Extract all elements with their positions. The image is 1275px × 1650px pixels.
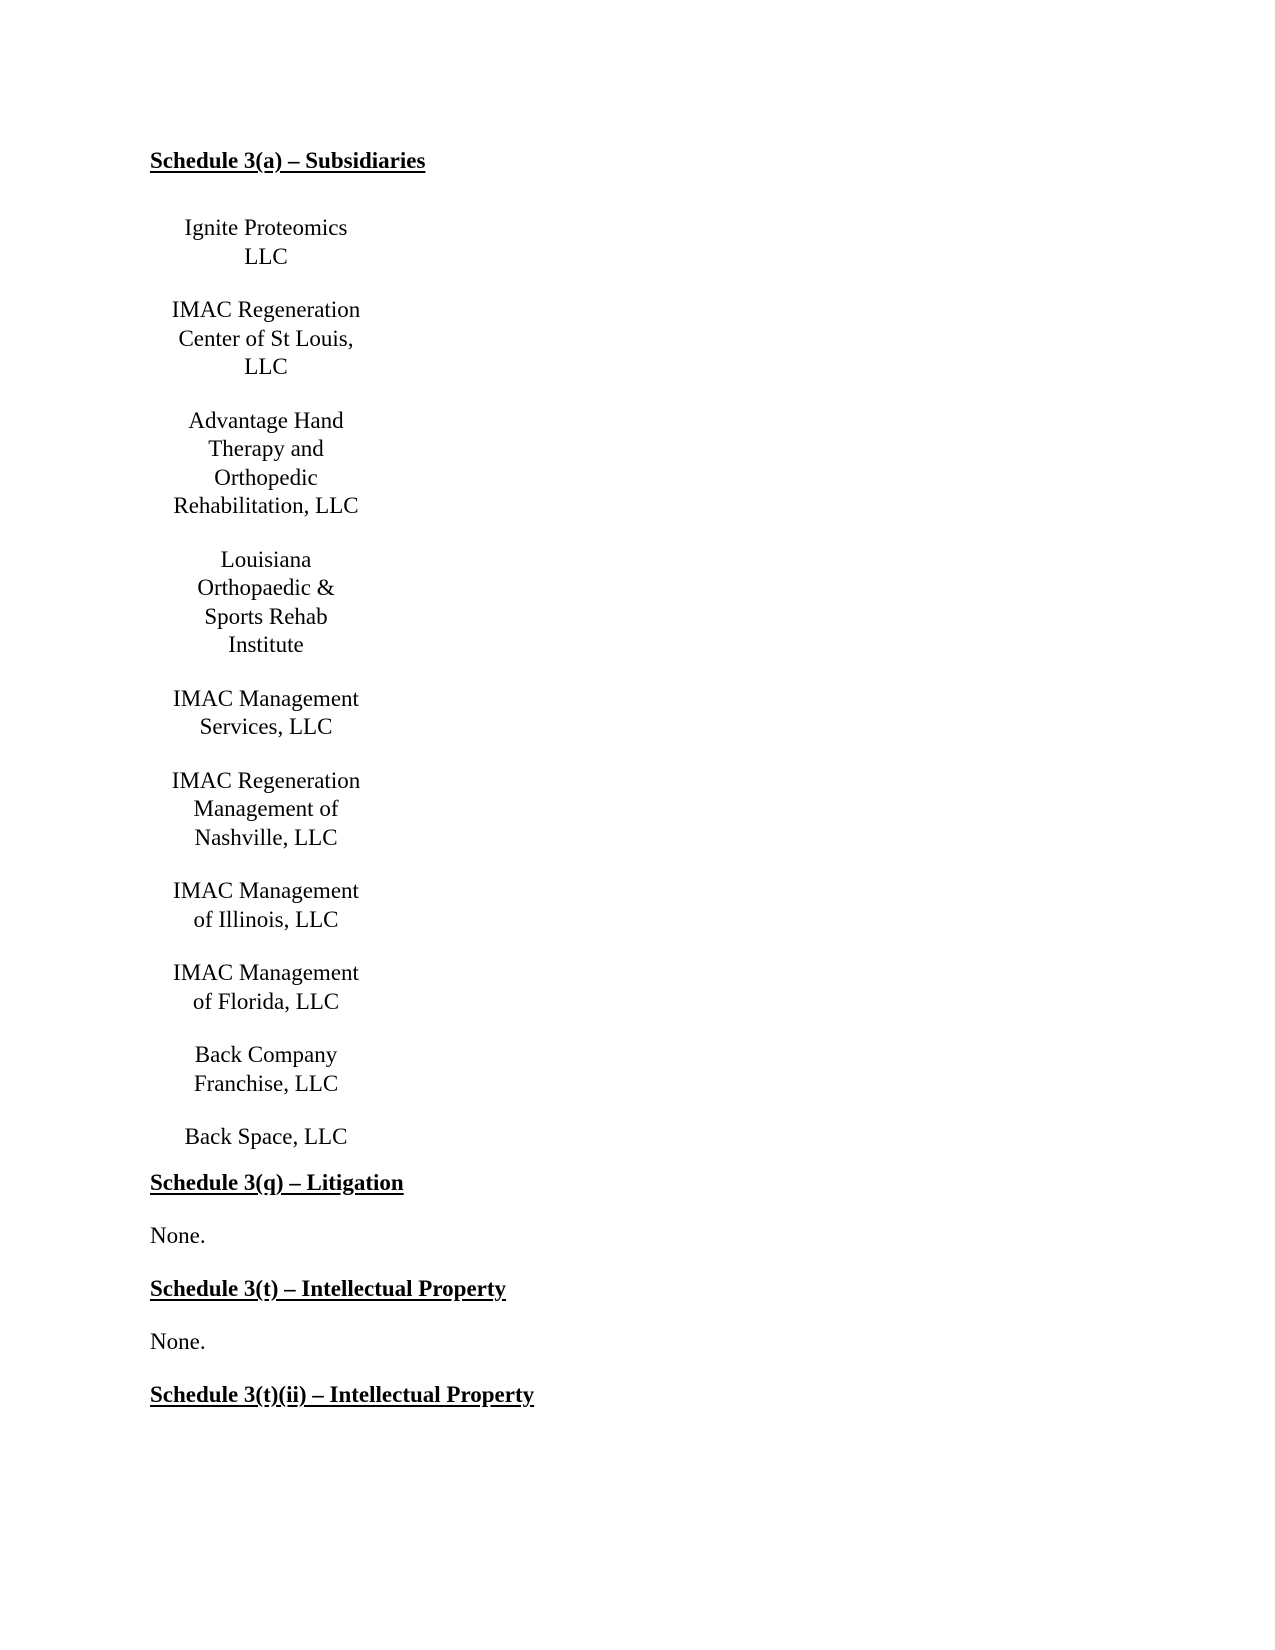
list-item-line: Orthopaedic & — [197, 575, 335, 600]
list-item-line: IMAC Management — [173, 878, 359, 903]
list-item — [158, 767, 374, 853]
list-item-line: Ignite Proteomics — [184, 215, 348, 240]
litigation-body: None. — [150, 1223, 206, 1248]
list-item-line: Management of — [193, 796, 339, 821]
ip-ii-heading: Schedule 3(t)(ii) – Intellectual Property — [150, 1382, 535, 1407]
list-item-line: IMAC Regeneration — [171, 297, 361, 322]
ip-body: None. — [150, 1329, 206, 1354]
list-item-line: of Florida, LLC — [192, 988, 340, 1014]
list-item-line: Sports Rehab — [204, 603, 328, 629]
list-item-line: IMAC Regeneration — [171, 767, 361, 793]
list-item-line: Advantage Hand — [188, 407, 344, 433]
list-item-line: Therapy and — [208, 436, 324, 461]
list-item — [158, 1041, 374, 1098]
list-item-line: Back Space, LLC — [184, 1124, 348, 1149]
list-item — [158, 407, 374, 521]
list-item — [158, 685, 374, 742]
list-item-line: Rehabilitation, LLC — [173, 493, 359, 518]
list-item-line: Center of St Louis, — [178, 325, 354, 351]
list-item — [158, 214, 374, 271]
list-item-line: LLC — [244, 354, 288, 379]
list-item-line: Orthopedic — [214, 464, 318, 490]
list-item-line: LLC — [244, 243, 288, 269]
subsidiaries-list — [158, 214, 374, 1177]
list-item-line: Louisiana — [220, 546, 312, 572]
list-item — [158, 959, 374, 1016]
list-item-line: Institute — [228, 632, 304, 657]
list-item-line: IMAC Management — [173, 685, 359, 711]
list-item — [158, 296, 374, 382]
subsidiaries-heading: Schedule 3(a) – Subsidiaries — [150, 148, 426, 173]
list-item-line: Nashville, LLC — [194, 824, 338, 850]
list-item-line: Back Company — [194, 1042, 338, 1067]
ip-heading: Schedule 3(t) – Intellectual Property — [150, 1276, 507, 1301]
list-item-line: Franchise, LLC — [193, 1070, 339, 1096]
list-item-line: IMAC Management — [173, 960, 359, 985]
list-item — [158, 1123, 374, 1152]
list-item-line: Services, LLC — [199, 714, 333, 739]
list-item — [158, 546, 374, 660]
litigation-heading: Schedule 3(q) – Litigation — [150, 1170, 404, 1195]
list-item — [158, 877, 374, 934]
list-item-line: of Illinois, LLC — [193, 906, 339, 932]
